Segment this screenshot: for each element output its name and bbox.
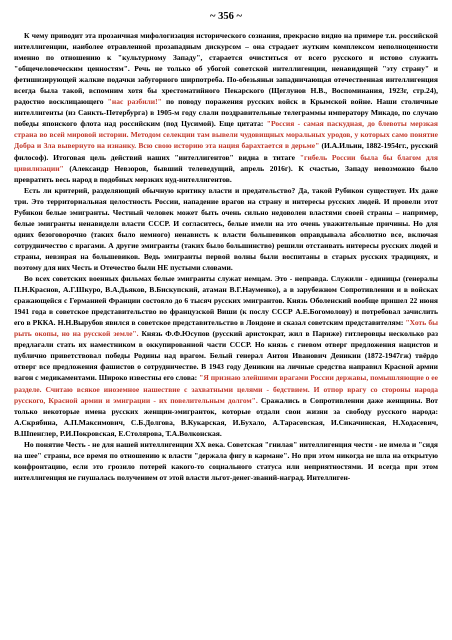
paragraph xyxy=(14,185,438,273)
text-run: (Александр Невзоров, бывший телеведущий, апрель 2016г). К счастью, Западу невозможно было превратить весь народ в подобных мерзких нуд-интеллигентов. xyxy=(14,163,438,184)
paragraph xyxy=(14,30,438,185)
highlighted-quote: "нас разбили!" xyxy=(107,97,162,107)
text-run: Сражались в Сопротивлении даже женщины. Вот только некоторые имена русских женщин-эмигранток, которые отдали свои жизни за свободу русского народа: А.Скрябина, А.П.Максимович, С.Б.Долгова, В.Кукарская, И.Бухало, А.Тарасевская, И.Сикачинская, Н.Ходасевич, В.Шпенглер, Р.И.Покровская, Е.Столярова, Т.А.Волконская. xyxy=(14,395,438,438)
text-run: Во всех советских военных фильмах белые эмигранты служат немцам. Это - неправда. Служили - единицы (генералы П.Н.Краснов, А.Г.Шкуро, В.А.Дьяков, В.Бискупский, атаман В.Г.Науменко), а в зарубежном Сопротивлении и в войсках сражающейся с Германией Франции состояло до 6 тысяч русских эмигрантов. Князь Оболенский вообще пришел 22 июня 1941 года в советское представительство во французской Виши (к послу СССР А.Е.Богомолову) и потребовал зачислить его в РККА. Н.Н.Вырубов явился в советское представительство в Лондоне и сказал советским представителям: xyxy=(14,274,438,328)
paragraph xyxy=(14,273,438,439)
text-run: (И.А.Ильин, 1882-1954гг., русский философ). Итоговая цель действий наших "интеллигентов" видна в титаге xyxy=(14,141,438,162)
page-number: ~ 356 ~ xyxy=(210,11,242,22)
highlighted-quote: "гибель России была бы благом для цивилизации" xyxy=(14,152,438,173)
text-run: К чему приводит эта прозаичная мифологизация исторического сознания, прекрасно видно на примере т.н. российской интеллигенции, наиболее отравленной прозападным дискурсом – она страдает жутким комплексом неполноценности именно по отношению к "культурному Западу", старается очиститься от всего русского и истово служить "общечеловеческим ценностям". Речь не только об убогой советской интеллигенции, ненавидящей "эту страну" и фетишизирующей жалкие подачки забугорного ширпотреба. По-обезьяньи западничающая отечественная интеллигенция всегда была такой, вспомним хотя бы хрестоматийного Пекарского (Щеглунов Н.В., Воспоминания, 1923г, стр.24), радостно восклицающего xyxy=(14,31,438,107)
text-run: Князь Ф.Ф.Юсупов (русский аристократ, жил в Париже) гитлеровцы несколько раз предлагали стать их наместником в оккупированной части СССР. Но князь с гневом отверг предложения нацистов и публично приветствовал победы Родины над врагом. Белый генерал Антон Иванович Деникин (1872-1947гж) твёрдо отверг все предложения фашистов о сотрудничестве. В 1943 году Деникин на личные средства направил Красной армии вагон с медикаментами. Широко известны его слова: xyxy=(14,329,438,383)
highlighted-quote: "Я признаю злейшими врагами России державы, помышляющие о ее разделе. Считаю всякое иноземное нашествие с захватными целями - бедствием. И отпор врагу со стороны народа русского, Красной армии и эмиграции - их повелительным долгом". xyxy=(14,373,438,405)
highlighted-quote: "Хоть бы рыть окопы, но на русской земле". xyxy=(14,318,438,339)
text-run: Но понятие Честь - не для нашей интеллигенции XX века. Советская "гнилая" интеллигенция чести - не имела и "сидя на шее" страны, все время по отношению к власти "держала фигу в кармане". Но при этом никогда не шла на открытую конфронтацию, если это грозило потерей какого-то социального статуса или неприятностями. И всегда при этом интеллигенция не гнушалась получением от этой власти льгот-денег-званий-наград. Интеллиген- xyxy=(14,439,438,482)
highlighted-quote: "Россия - самая паскудная, до блевоты мерзкая страна во всей мировой истории. Методом селекции там вывели чудовищных моральных уродов, у которых само понятие Добра и Зла вывернуто на изнанку. Всю свою историю эта нация барахтается в дерьме" xyxy=(14,119,438,151)
text-run: по поводу поражения русских войск в Крымской войне. Наши столичные интеллигенты (из Санкть-Петербурга) в 1905-м году слали поздравительные телеграммы императору Микадо, по случаю победы японского флота над российским (под Цусимой). Еще цитата: xyxy=(14,97,438,129)
body-text xyxy=(14,30,438,483)
text-run: Есть ли критерий, разделяющий обычную критику власти и предательство? Да, такой Рубикон существует. Их даже три. Это территориальная целостность России, нападение врагов на страну и интересы русских людей. И провели этот Рубикон белые эмигранты. Честный человек может быть очень сильно недоволен властями своей страны – например, белые эмигранты ненавидели власти СССР. И согласитесь, белые имели на это очень уважительные причины. Но для одних безоговорочно (таких было немного) ненависть к власти большевиков оправдывала абсолютно все, включая сотрудничество с врагами. А другие эмигранты (таких было большинство) решили отстаивать интересы русских людей и страны, невзирая на большевиков. Ведь эмигранты первой волны были воспитаны в старых русских традициях, и поэтому для них Честь и Отечество были НЕ пустыми словами. xyxy=(14,185,438,272)
paragraph xyxy=(14,439,438,483)
